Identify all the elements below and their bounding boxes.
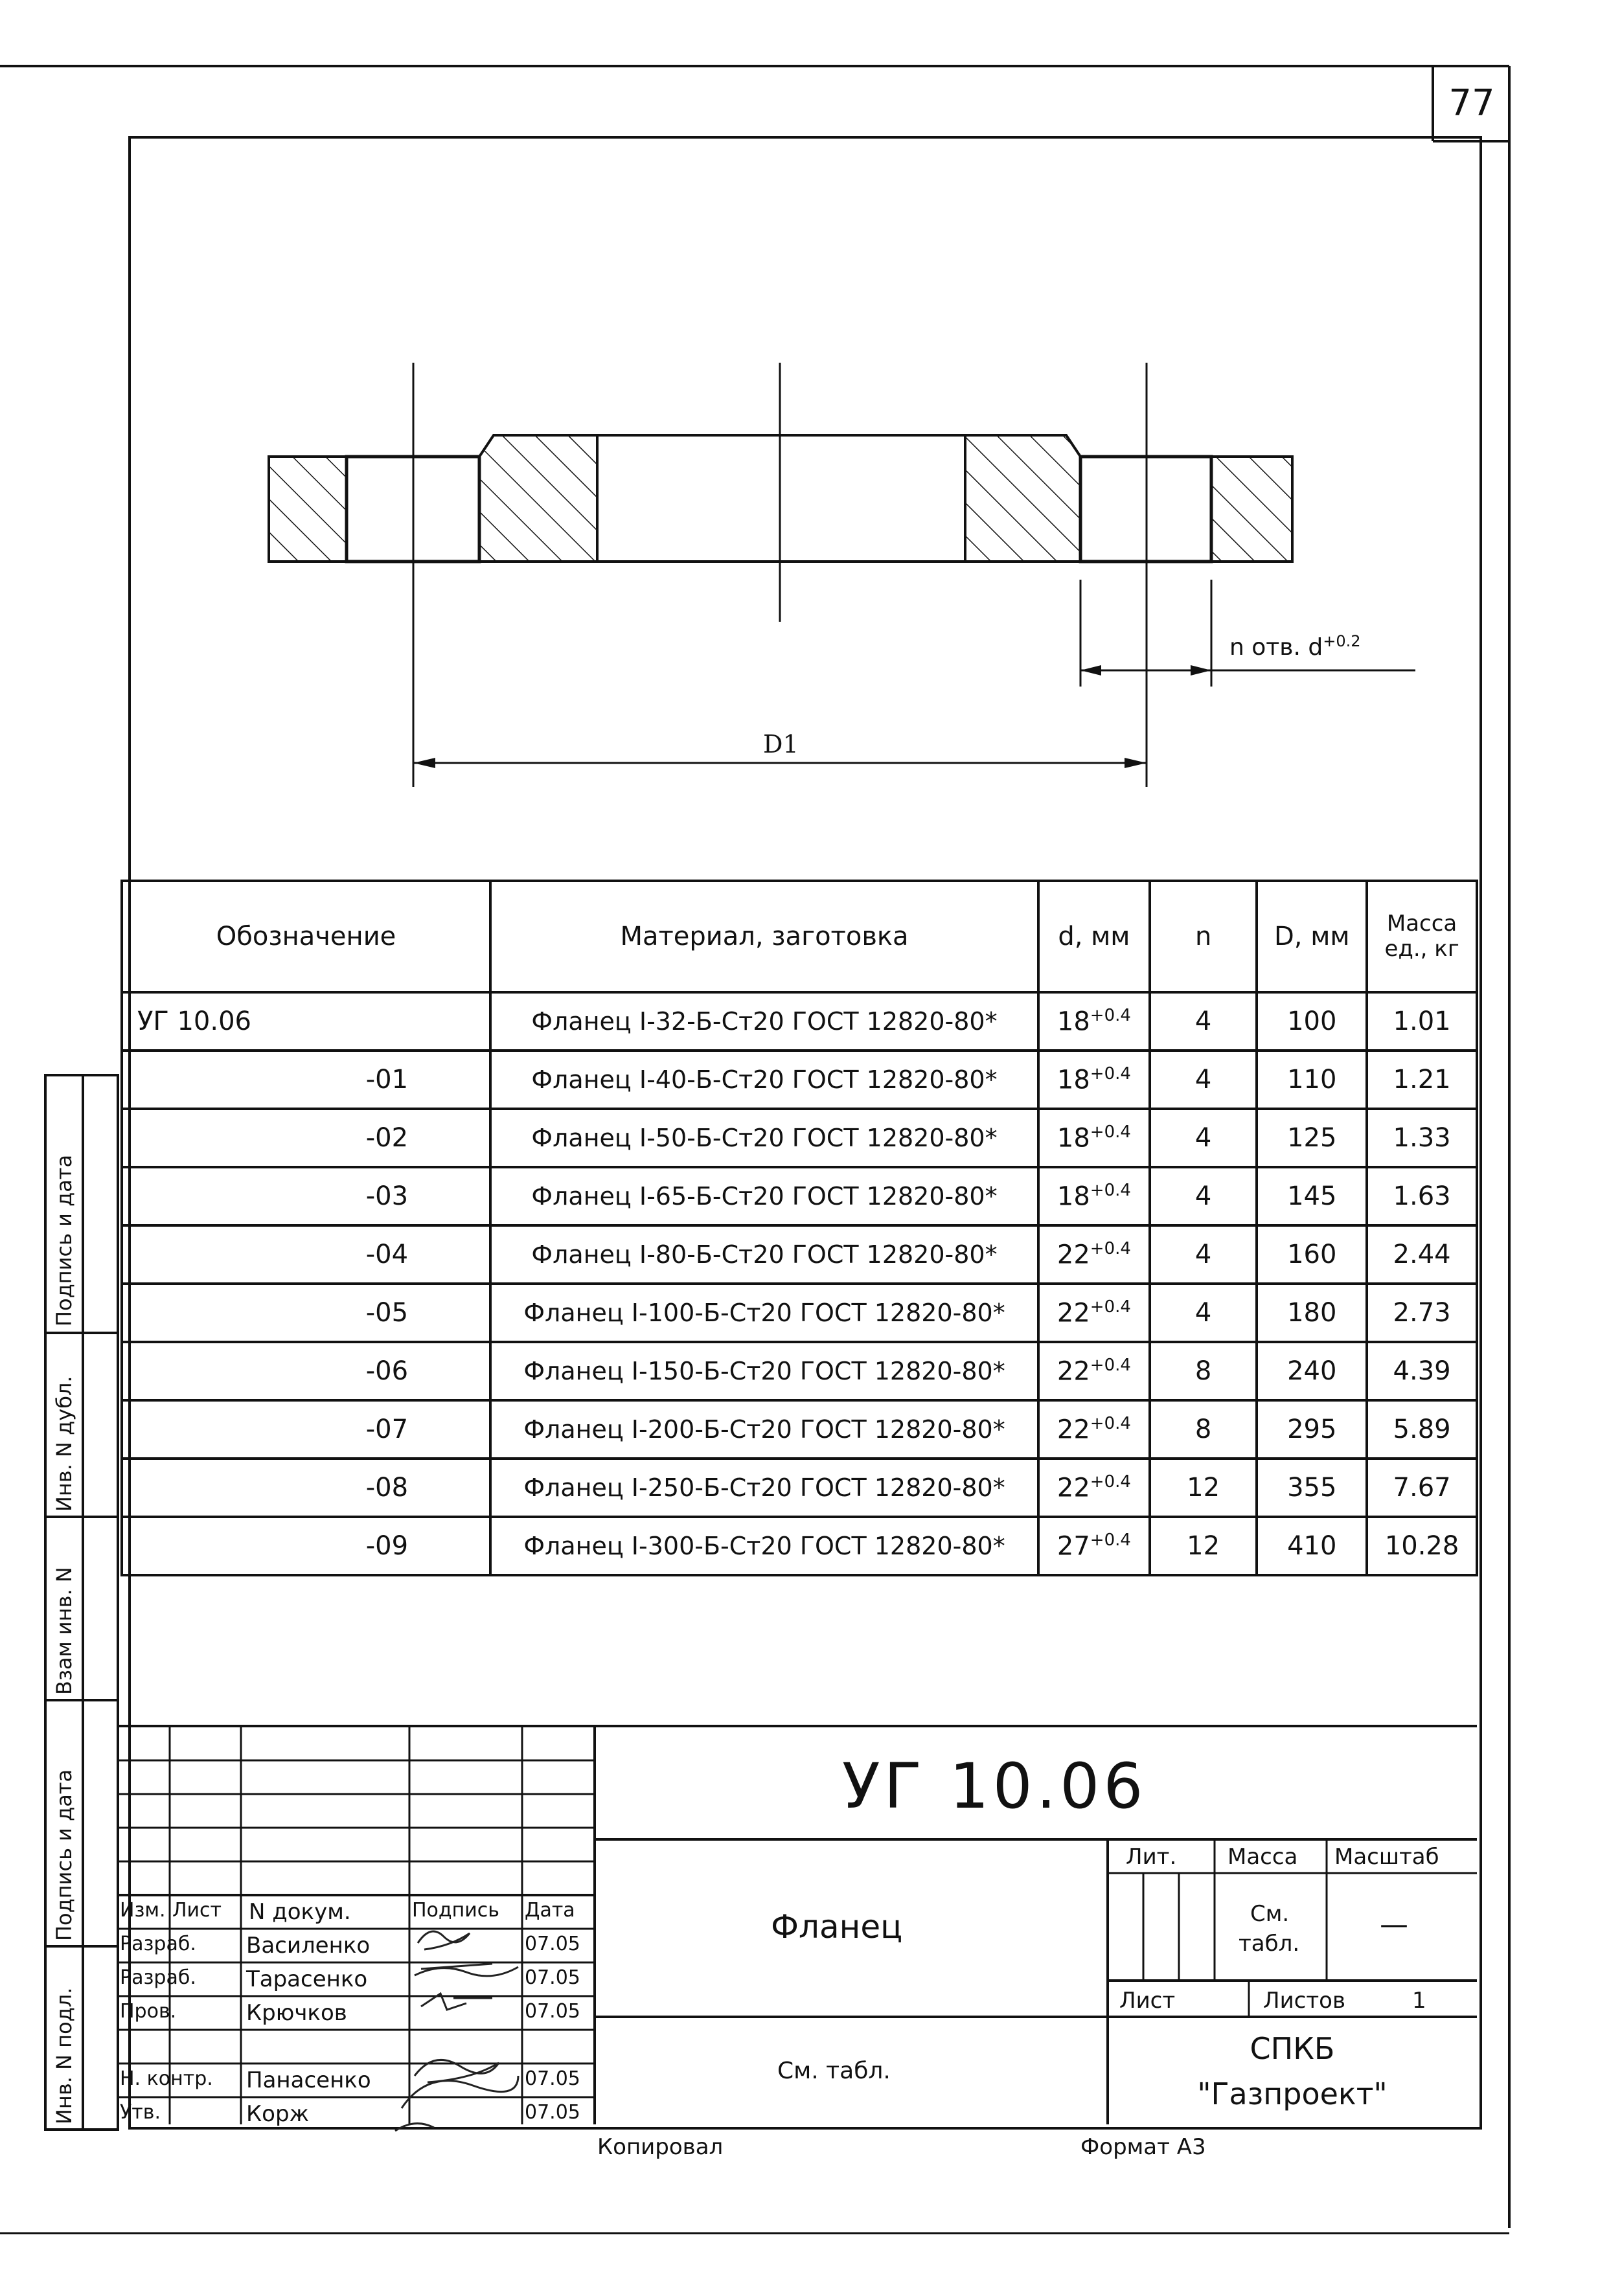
- cell-n-text: 4: [1194, 1065, 1212, 1095]
- scale-label: Масштаб: [1334, 1844, 1439, 1870]
- cell-material-text: Фланец I-80-Б-Ст20 ГОСТ 12820-80*: [531, 1240, 998, 1269]
- cell-mass-text: 7.67: [1393, 1473, 1451, 1503]
- cell-n-text: 4: [1194, 1240, 1212, 1269]
- cell-d-tolerance: +0.4: [1090, 1472, 1131, 1492]
- cell-d-tolerance: +0.4: [1090, 1122, 1131, 1142]
- footer-format: Формат А3: [1080, 2134, 1206, 2160]
- cell-mass-text: 2.44: [1393, 1240, 1451, 1269]
- cell-D-text: 355: [1287, 1473, 1337, 1503]
- side-stamp-inv-podl: Инв. N подл.: [52, 1987, 76, 2124]
- cell-designation-text: -01: [365, 1065, 409, 1095]
- signatory-name: Корж: [246, 2101, 310, 2127]
- cell-mass-text: 1.63: [1393, 1181, 1451, 1211]
- signatory-role: Утв.: [120, 2101, 161, 2124]
- cell-D-text: 240: [1287, 1356, 1337, 1386]
- signatory-name: Панасенко: [246, 2067, 371, 2093]
- signatory-date: 07.05: [525, 2067, 580, 2090]
- signatory-date: 07.05: [525, 1966, 580, 1989]
- signatory-name: Василенко: [246, 1933, 371, 1959]
- sheet-label: Лист: [1119, 1988, 1176, 2014]
- mass-label: Масса: [1228, 1844, 1298, 1870]
- cell-designation-text: -07: [365, 1415, 409, 1444]
- cell-material-text: Фланец I-65-Б-Ст20 ГОСТ 12820-80*: [531, 1182, 998, 1211]
- cell-material-text: Фланец I-32-Б-Ст20 ГОСТ 12820-80*: [531, 1007, 998, 1036]
- holes-tolerance: +0.2: [1323, 632, 1361, 650]
- cell-material-text: Фланец I-300-Б-Ст20 ГОСТ 12820-80*: [523, 1532, 1005, 1560]
- cell-D-text: 295: [1287, 1415, 1337, 1444]
- doc-code: УГ 10.06: [842, 1750, 1147, 1823]
- cell-d-text: 22: [1057, 1298, 1090, 1328]
- signatory-name: Тарасенко: [246, 1966, 368, 1992]
- cell-designation-text: -09: [365, 1531, 409, 1561]
- header-material: Материал, заготовка: [490, 881, 1038, 992]
- cell-d-tolerance: +0.4: [1090, 1530, 1131, 1551]
- sheets-label: Листов: [1263, 1988, 1346, 2014]
- cell-D-text: 160: [1287, 1240, 1337, 1269]
- header-mass-line1: Масса: [1386, 910, 1457, 937]
- lit-label: Лит.: [1126, 1844, 1177, 1870]
- cell-D-text: 125: [1287, 1123, 1337, 1153]
- cell-d-text: 22: [1057, 1415, 1090, 1445]
- org-name-2: "Газпроект": [1197, 2076, 1388, 2111]
- cell-d-text: 22: [1057, 1473, 1090, 1503]
- cell-d-tolerance: +0.4: [1090, 1356, 1131, 1376]
- cell-d-tolerance: +0.4: [1090, 1297, 1131, 1317]
- signatory-role: Разраб.: [120, 1933, 196, 1955]
- cell-d-text: 22: [1057, 1356, 1090, 1387]
- cell-n-text: 12: [1187, 1473, 1220, 1503]
- col-ndok: N докум.: [249, 1899, 351, 1925]
- cell-D-text: 410: [1287, 1531, 1337, 1561]
- cell-material-text: Фланец I-50-Б-Ст20 ГОСТ 12820-80*: [531, 1124, 998, 1152]
- cell-mass-text: 4.39: [1393, 1356, 1451, 1386]
- cell-material-text: Фланец I-150-Б-Ст20 ГОСТ 12820-80*: [523, 1357, 1005, 1385]
- holes-text: n отв. d: [1229, 634, 1323, 661]
- cell-designation-text: -06: [365, 1356, 409, 1386]
- cell-d-tolerance: +0.4: [1090, 1006, 1131, 1026]
- mass-value-1: См.: [1250, 1901, 1290, 1927]
- header-n: n: [1150, 881, 1257, 992]
- header-mass-line2: ед., кг: [1384, 936, 1459, 962]
- cell-D-text: 180: [1287, 1298, 1337, 1328]
- col-izm: Изм.: [120, 1899, 166, 1922]
- cell-designation-text: -08: [365, 1473, 409, 1503]
- col-podpis: Подпись: [412, 1899, 499, 1922]
- side-stamp-inv-dubl: Инв. N дубл.: [52, 1376, 76, 1512]
- signatory-role: Разраб.: [120, 1966, 196, 1989]
- cell-material-text: Фланец I-100-Б-Ст20 ГОСТ 12820-80*: [523, 1299, 1005, 1327]
- side-stamp-sign-date-2: Подпись и дата: [52, 1769, 76, 1941]
- signatory-date: 07.05: [525, 2101, 580, 2124]
- material-ref: См. табл.: [777, 2058, 891, 2084]
- cell-material-text: Фланец I-250-Б-Ст20 ГОСТ 12820-80*: [523, 1473, 1005, 1502]
- cell-designation-text: УГ 10.06: [137, 1006, 251, 1036]
- cell-mass-text: 10.28: [1384, 1531, 1459, 1561]
- signatory-name: Крючков: [246, 2000, 347, 2026]
- cell-d-tolerance: +0.4: [1090, 1181, 1131, 1201]
- side-stamp-sign-date-1: Подпись и дата: [52, 1154, 76, 1326]
- cell-designation-text: -04: [365, 1240, 409, 1269]
- col-list: Лист: [172, 1899, 222, 1922]
- cell-designation-text: -02: [365, 1123, 409, 1153]
- cell-mass-text: 2.73: [1393, 1298, 1451, 1328]
- cell-d-text: 22: [1057, 1240, 1090, 1270]
- cell-designation-text: -03: [365, 1181, 409, 1211]
- signatory-date: 07.05: [525, 1933, 580, 1955]
- cell-n-text: 8: [1194, 1356, 1212, 1386]
- header-designation: Обозначение: [122, 881, 490, 992]
- signatory-date: 07.05: [525, 2000, 580, 2023]
- cell-D-text: 100: [1287, 1006, 1337, 1036]
- header-d: d, мм: [1038, 881, 1150, 992]
- cell-n-text: 4: [1194, 1298, 1212, 1328]
- cell-d-text: 18: [1057, 1065, 1090, 1095]
- cell-n-text: 12: [1187, 1531, 1220, 1561]
- cell-d-tolerance: +0.4: [1090, 1414, 1131, 1434]
- part-name: Фланец: [771, 1908, 903, 1946]
- dimension-d1-label: D1: [763, 730, 799, 758]
- cell-n-text: 4: [1194, 1006, 1212, 1036]
- footer-copied: Копировал: [597, 2134, 724, 2160]
- col-data: Дата: [525, 1899, 575, 1922]
- cell-d-text: 18: [1057, 1181, 1090, 1212]
- cell-n-text: 4: [1194, 1123, 1212, 1153]
- signatory-role: Пров.: [120, 2000, 177, 2023]
- sheets-count: 1: [1412, 1988, 1426, 2014]
- cell-d-text: 18: [1057, 1006, 1090, 1037]
- cell-material-text: Фланец I-200-Б-Ст20 ГОСТ 12820-80*: [523, 1415, 1005, 1444]
- cell-d-tolerance: +0.4: [1090, 1239, 1131, 1259]
- cell-mass-text: 1.21: [1393, 1065, 1451, 1095]
- cell-material-text: Фланец I-40-Б-Ст20 ГОСТ 12820-80*: [531, 1065, 998, 1094]
- signatory-role: Н. контр.: [120, 2067, 213, 2090]
- cell-n-text: 8: [1194, 1415, 1212, 1444]
- header-D: D, мм: [1257, 881, 1367, 992]
- cell-mass-text: 1.01: [1393, 1006, 1451, 1036]
- cell-d-tolerance: +0.4: [1090, 1064, 1131, 1084]
- cell-d-text: 27: [1057, 1531, 1090, 1562]
- org-name-1: СПКБ: [1250, 2031, 1335, 2066]
- cell-D-text: 110: [1287, 1065, 1337, 1095]
- mass-value-2: табл.: [1239, 1931, 1300, 1957]
- cell-d-text: 18: [1057, 1123, 1090, 1154]
- cell-mass-text: 5.89: [1393, 1415, 1451, 1444]
- page-number: 77: [1448, 82, 1495, 124]
- cell-D-text: 145: [1287, 1181, 1337, 1211]
- scale-value: —: [1380, 1908, 1408, 1941]
- cell-mass-text: 1.33: [1393, 1123, 1451, 1153]
- cell-n-text: 4: [1194, 1181, 1212, 1211]
- side-stamp-vzam-inv: Взам инв. N: [52, 1567, 76, 1695]
- cell-designation-text: -05: [365, 1298, 409, 1328]
